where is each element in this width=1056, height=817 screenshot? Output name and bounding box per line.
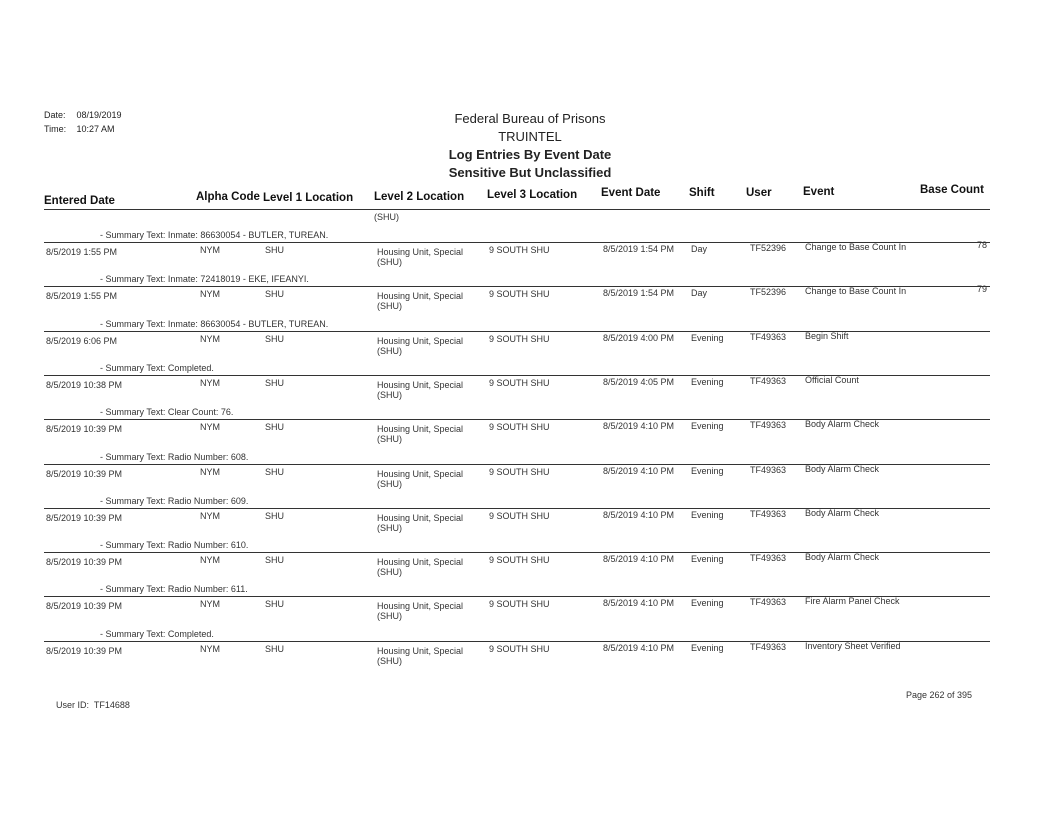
entered-date: 8/5/2019 10:39 PM <box>46 601 123 611</box>
level1-location: SHU <box>265 511 285 521</box>
summary-text: - Summary Text: Completed. <box>100 629 214 639</box>
user-id: TF49363 <box>750 509 787 519</box>
entered-date: 8/5/2019 10:39 PM <box>46 469 123 479</box>
summary-text: - Summary Text: Clear Count: 76. <box>100 407 234 417</box>
alpha-code: NYM <box>200 467 220 477</box>
level1-location: SHU <box>265 334 285 344</box>
user-id: TF49363 <box>750 465 787 475</box>
page-number: Page 262 of 395 <box>906 690 973 700</box>
user-id: TF49363 <box>750 642 787 652</box>
alpha-code: NYM <box>200 511 220 521</box>
base-count: 79 <box>976 284 987 294</box>
level2-location: Housing Unit, Special <box>377 247 464 257</box>
level2-location: Housing Unit, Special <box>377 601 464 611</box>
event-date: 8/5/2019 4:10 PM <box>603 598 675 608</box>
event-name: Change to Base Count In <box>805 286 907 296</box>
shift: Evening <box>691 421 724 431</box>
event-date: 8/5/2019 4:00 PM <box>603 333 675 343</box>
base-count: 78 <box>976 240 987 250</box>
level2-location: Housing Unit, Special <box>377 469 464 479</box>
level2-location-suffix: (SHU) <box>377 567 402 577</box>
level2-location: Housing Unit, Special <box>377 513 464 523</box>
entered-date: 8/5/2019 10:38 PM <box>46 380 123 390</box>
user-id: TF49363 <box>750 553 787 563</box>
level3-location: 9 SOUTH SHU <box>489 245 550 255</box>
shift: Evening <box>691 598 724 608</box>
event-date: 8/5/2019 4:10 PM <box>603 421 675 431</box>
user-id: TF49363 <box>750 376 787 386</box>
level3-location: 9 SOUTH SHU <box>489 334 550 344</box>
date-label: Date: <box>44 110 66 120</box>
level1-location: SHU <box>265 245 285 255</box>
event-name: Body Alarm Check <box>805 508 880 518</box>
summary-text: - Summary Text: Inmate: 86630054 - BUTLER, TUREAN. <box>100 319 329 329</box>
user-id: TF49363 <box>750 332 787 342</box>
col-user: User <box>746 187 772 199</box>
level2-location-suffix: (SHU) <box>377 611 402 621</box>
level3-location: 9 SOUTH SHU <box>489 467 550 477</box>
time-value: 10:27 AM <box>76 124 115 134</box>
level2-location: Housing Unit, Special <box>377 380 464 390</box>
event-name: Body Alarm Check <box>805 419 880 429</box>
event-date: 8/5/2019 4:10 PM <box>603 554 675 564</box>
user-id: TF49363 <box>750 597 787 607</box>
col-level3: Level 3 Location <box>487 189 578 201</box>
entered-date: 8/5/2019 10:39 PM <box>46 557 123 567</box>
entered-date: 8/5/2019 6:06 PM <box>46 336 118 346</box>
level1-location: SHU <box>265 422 285 432</box>
user-id: TF52396 <box>750 243 787 253</box>
entered-date: 8/5/2019 1:55 PM <box>46 291 118 301</box>
time-label: Time: <box>44 124 67 134</box>
level3-location: 9 SOUTH SHU <box>489 289 550 299</box>
alpha-code: NYM <box>200 644 220 654</box>
level3-location: 9 SOUTH SHU <box>489 378 550 388</box>
alpha-code: NYM <box>200 334 220 344</box>
summary-text: - Summary Text: Radio Number: 609. <box>100 496 249 506</box>
system-title: TRUINTEL <box>498 129 562 144</box>
report-date <box>44 110 122 120</box>
shift: Evening <box>691 333 724 343</box>
level2-location: Housing Unit, Special <box>377 336 464 346</box>
level2-location-suffix: (SHU) <box>377 656 402 666</box>
alpha-code: NYM <box>200 378 220 388</box>
level2-location-suffix: (SHU) <box>377 301 402 311</box>
agency-title: Federal Bureau of Prisons <box>454 111 606 126</box>
col-level1: Level 1 Location <box>263 192 354 204</box>
entered-date: 8/5/2019 10:39 PM <box>46 513 123 523</box>
col-event: Event <box>803 186 835 198</box>
event-name: Change to Base Count In <box>805 242 907 252</box>
entered-date: 8/5/2019 1:55 PM <box>46 247 118 257</box>
level2-location: Housing Unit, Special <box>377 646 464 656</box>
entered-date: 8/5/2019 10:39 PM <box>46 646 123 656</box>
col-event-date: Event Date <box>601 187 661 199</box>
level3-location: 9 SOUTH SHU <box>489 599 550 609</box>
summary-text: - Summary Text: Radio Number: 611. <box>100 584 248 594</box>
shift: Day <box>691 288 708 298</box>
level2-location: Housing Unit, Special <box>377 557 464 567</box>
col-shift: Shift <box>689 187 715 199</box>
event-name: Begin Shift <box>805 331 849 341</box>
level2-location: Housing Unit, Special <box>377 424 464 434</box>
report-title-block <box>380 110 680 182</box>
date-value: 08/19/2019 <box>76 110 122 120</box>
header-divider <box>44 209 990 210</box>
level3-location: 9 SOUTH SHU <box>489 422 550 432</box>
event-name: Body Alarm Check <box>805 552 880 562</box>
user-id: TF52396 <box>750 287 787 297</box>
event-date: 8/5/2019 1:54 PM <box>603 244 675 254</box>
event-date: 8/5/2019 4:05 PM <box>603 377 675 387</box>
user-id: TF49363 <box>750 420 787 430</box>
classification-label: Sensitive But Unclassified <box>448 165 612 180</box>
report-title: Log Entries By Event Date <box>448 147 612 162</box>
event-name: Fire Alarm Panel Check <box>805 596 900 606</box>
level1-location: SHU <box>265 467 285 477</box>
event-date: 8/5/2019 4:10 PM <box>603 466 675 476</box>
summary-text: - Summary Text: Inmate: 72418019 - EKE, IFEANYI. <box>100 274 309 284</box>
level2-location-suffix: (SHU) <box>377 346 402 356</box>
level3-location: 9 SOUTH SHU <box>489 555 550 565</box>
alpha-code: NYM <box>200 555 220 565</box>
shift: Evening <box>691 643 724 653</box>
level2-location-suffix: (SHU) <box>377 434 402 444</box>
event-date: 8/5/2019 4:10 PM <box>603 510 675 520</box>
col-alpha-code: Alpha Code <box>196 191 260 203</box>
level3-location: 9 SOUTH SHU <box>489 511 550 521</box>
col-entered-date: Entered Date <box>44 195 115 207</box>
level1-location: SHU <box>265 599 285 609</box>
report-time <box>44 124 115 134</box>
event-name: Body Alarm Check <box>805 464 880 474</box>
alpha-code: NYM <box>200 245 220 255</box>
carryover-level2: (SHU) <box>374 212 399 222</box>
alpha-code: NYM <box>200 422 220 432</box>
level2-location: Housing Unit, Special <box>377 291 464 301</box>
summary-text: - Summary Text: Inmate: 86630054 - BUTLER, TUREAN. <box>100 230 329 240</box>
level3-location: 9 SOUTH SHU <box>489 644 550 654</box>
summary-text: - Summary Text: Radio Number: 610. <box>100 540 249 550</box>
summary-text: - Summary Text: Radio Number: 608. <box>100 452 249 462</box>
event-date: 8/5/2019 4:10 PM <box>603 643 675 653</box>
col-level2: Level 2 Location <box>374 191 465 203</box>
col-base-count: Base Count <box>920 184 984 196</box>
entered-date: 8/5/2019 10:39 PM <box>46 424 123 434</box>
event-name: Official Count <box>805 375 859 385</box>
level1-location: SHU <box>265 378 285 388</box>
shift: Evening <box>691 554 724 564</box>
level1-location: SHU <box>265 555 285 565</box>
shift: Day <box>691 244 708 254</box>
footer-user-value: TF14688 <box>93 700 130 710</box>
shift: Evening <box>691 377 724 387</box>
alpha-code: NYM <box>200 289 220 299</box>
footer-user <box>56 700 130 710</box>
alpha-code: NYM <box>200 599 220 609</box>
level2-location-suffix: (SHU) <box>377 523 402 533</box>
level2-location-suffix: (SHU) <box>377 257 402 267</box>
footer-user-label: User ID: <box>56 700 90 710</box>
shift: Evening <box>691 466 724 476</box>
event-name: Inventory Sheet Verified <box>805 641 901 651</box>
shift: Evening <box>691 510 724 520</box>
level1-location: SHU <box>265 289 285 299</box>
event-date: 8/5/2019 1:54 PM <box>603 288 675 298</box>
level2-location-suffix: (SHU) <box>377 479 402 489</box>
level1-location: SHU <box>265 644 285 654</box>
summary-text: - Summary Text: Completed. <box>100 363 214 373</box>
level2-location-suffix: (SHU) <box>377 390 402 400</box>
